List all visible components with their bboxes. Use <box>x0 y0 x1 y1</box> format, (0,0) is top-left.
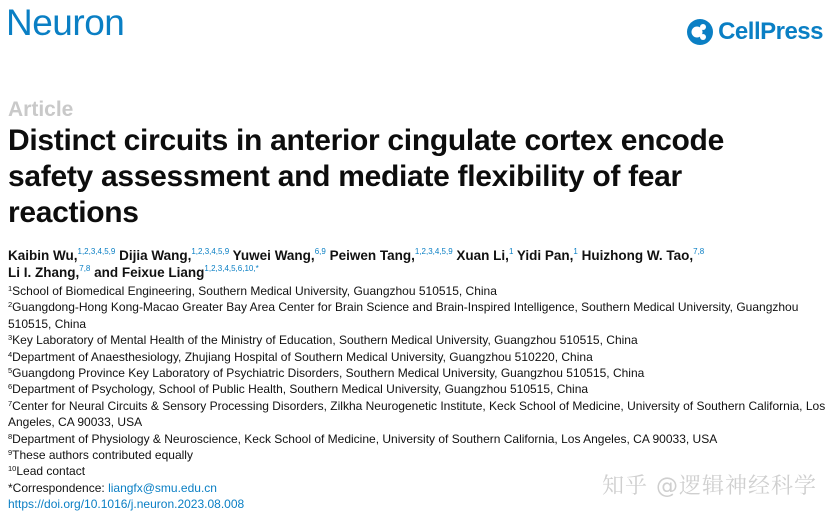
affiliation: $^7$Center for Neural Circuits & Sensory Processing Disorders, Zilkha Neurogenetic Institute, Keck School of Medicine, University of Southern California, Los Angeles, CA 90033, USA <box>8 398 826 430</box>
affiliation: $^2$Guangdong-Hong Kong-Macao Greater Bay Area Center for Brain Science and Brain-Inspired Intelligence, Southern Medical University, Guangzhou 510515, China <box>8 300 799 331</box>
publisher-logo <box>686 18 823 46</box>
affiliation: $^4$Department of Anaesthesiology, Zhujiang Hospital of Southern Medical University, Guangzhou 510220, China <box>8 349 593 364</box>
article-type-label: Article <box>8 98 74 121</box>
cellpress-logo-icon <box>686 18 714 46</box>
affiliation: $^{10}$Lead contact <box>8 464 86 479</box>
doi-link[interactable]: https://doi.org/10.1016/j.neuron.2023.08.008 <box>8 497 245 512</box>
author[interactable]: Kaibin Wu,$^{1,2,3,4,5,9}$ <box>8 247 116 263</box>
affiliation: $^6$Department of Psychology, School of Public Health, Southern Medical University, Guangzhou 510515, China <box>8 382 589 397</box>
author[interactable]: Li I. Zhang,$^{7,8}$ <box>8 264 91 280</box>
affiliation: $^8$Department of Physiology & Neuroscience, Keck School of Medicine, University of Southern California, Los Angeles, CA 90033, USA <box>8 431 718 446</box>
author[interactable]: Yidi Pan,$^1$ <box>516 247 578 263</box>
author-list <box>8 247 833 281</box>
article-title: Distinct circuits in anterior cingulate cortex encode safety assessment and mediate flexibility of fear reactions <box>8 124 724 229</box>
correspondence-email-link[interactable]: liangfx@smu.edu.cn <box>108 480 217 495</box>
affiliation: $^3$Key Laboratory of Mental Health of the Ministry of Education, Southern Medical University, Guangzhou 510515, China <box>8 333 638 348</box>
publisher-name: CellPress <box>718 18 823 45</box>
affiliation: $^1$School of Biomedical Engineering, Southern Medical University, Guangzhou 510515, China <box>8 284 497 298</box>
author[interactable]: and Feixue Liang$^{1,2,3,4,5,6,10,*}$ <box>94 264 259 280</box>
affiliation: $^5$Guangdong Province Key Laboratory of Psychiatric Disorders, Southern Medical University, Guangzhou 510515, China <box>8 366 645 381</box>
author[interactable]: Yuwei Wang,$^{6,9}$ <box>232 247 326 263</box>
affiliation: $^9$These authors contributed equally <box>8 448 193 463</box>
author[interactable]: Peiwen Tang,$^{1,2,3,4,5,9}$ <box>329 247 453 263</box>
correspondence-label: *Correspondence: <box>8 480 109 495</box>
author[interactable]: Huizhong W. Tao,$^{7,8}$ <box>581 247 705 263</box>
author[interactable]: Xuan Li,$^1$ <box>456 247 514 263</box>
watermark: 知乎 @逻辑神经科学 <box>602 474 817 499</box>
author[interactable]: Dijia Wang,$^{1,2,3,4,5,9}$ <box>119 247 230 263</box>
journal-logo: Neuron <box>6 2 125 43</box>
